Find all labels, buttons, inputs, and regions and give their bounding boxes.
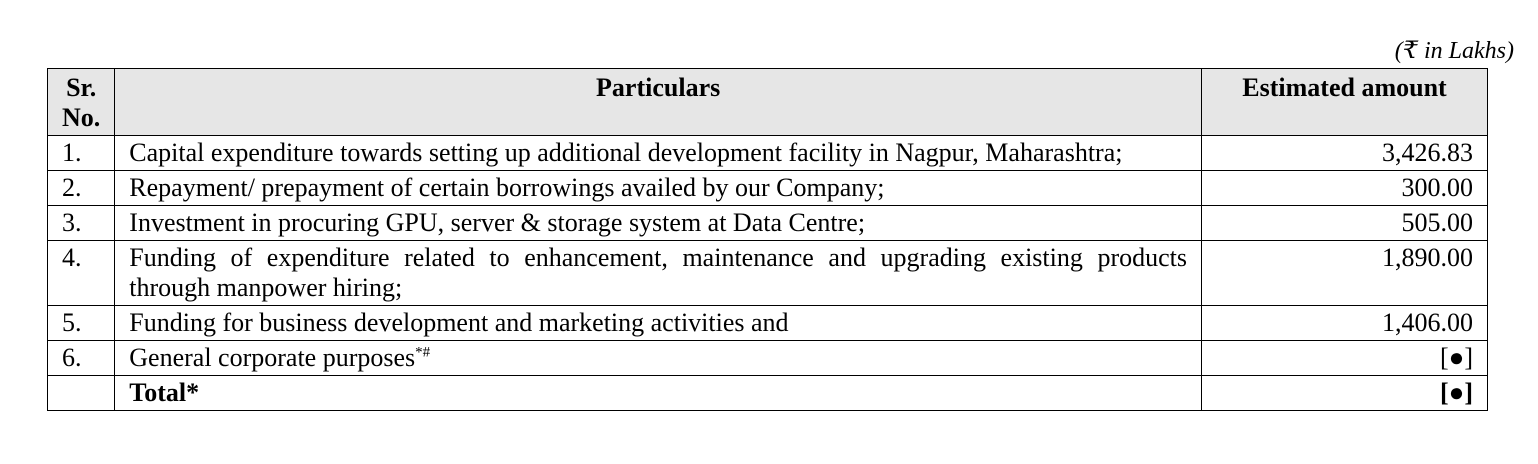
table-row	[48, 136, 1488, 171]
row-particulars: Funding of expenditure related to enhancement, maintenance and upgrading existing products through manpower hiring;	[115, 241, 1202, 306]
row-particulars: Investment in procuring GPU, server & storage system at Data Centre;	[115, 206, 1202, 241]
row-particulars: Repayment/ prepayment of certain borrowings availed by our Company;	[115, 171, 1202, 206]
table-row	[48, 241, 1488, 306]
total-row	[48, 376, 1488, 411]
header-sr-line1: Sr.	[66, 73, 97, 102]
table-header-row	[48, 69, 1488, 136]
row-sr: 1.	[48, 136, 115, 171]
table-row	[48, 206, 1488, 241]
row-sr: 6.	[48, 341, 115, 376]
table-row	[48, 306, 1488, 341]
row-particulars: Capital expenditure towards setting up additional development facility in Nagpur, Maharashtra;	[115, 136, 1202, 171]
row-amount: 1,406.00	[1202, 306, 1488, 341]
row-amount: 505.00	[1202, 206, 1488, 241]
header-sr-no	[48, 69, 115, 136]
row-amount: 300.00	[1202, 171, 1488, 206]
total-label: Total*	[115, 376, 1202, 411]
header-sr-line2: No.	[62, 103, 101, 132]
row-sr: 4.	[48, 241, 115, 306]
table-row	[48, 171, 1488, 206]
total-amount: [●]	[1202, 376, 1488, 411]
footnote-mark: *#	[415, 344, 431, 361]
objects-of-issue-table	[47, 68, 1488, 411]
row-amount: 1,890.00	[1202, 241, 1488, 306]
table-row	[48, 341, 1488, 376]
unit-note: (₹ in Lakhs)	[1394, 38, 1514, 64]
row-particulars	[115, 341, 1202, 376]
row-amount: 3,426.83	[1202, 136, 1488, 171]
header-estimated-amount: Estimated amount	[1202, 69, 1488, 136]
row-sr: 3.	[48, 206, 115, 241]
total-sr	[48, 376, 115, 411]
row-particulars-text: General corporate purposes	[129, 343, 416, 372]
row-particulars: Funding for business development and marketing activities and	[115, 306, 1202, 341]
row-amount: [●]	[1202, 341, 1488, 376]
header-particulars: Particulars	[115, 69, 1202, 136]
row-sr: 2.	[48, 171, 115, 206]
row-sr: 5.	[48, 306, 115, 341]
